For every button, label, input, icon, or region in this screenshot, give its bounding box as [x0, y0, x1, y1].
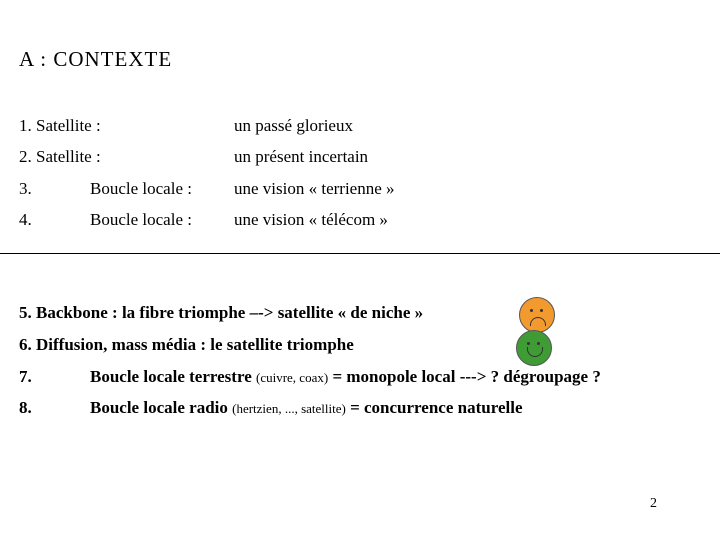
item-paren: (hertzien, ..., satellite)	[232, 401, 346, 416]
item-prefix: Boucle locale :	[90, 179, 192, 198]
page-number: 2	[650, 496, 657, 511]
item-number: 7.	[19, 367, 32, 386]
item-prefix: Satellite :	[36, 116, 101, 135]
item-main: Boucle locale terrestre	[90, 367, 252, 386]
list-item	[19, 116, 101, 136]
divider	[0, 253, 720, 254]
bold-item-6: 6. Diffusion, mass média : le satellite triomphe	[19, 335, 354, 354]
item-number: 4.	[19, 210, 32, 229]
list-item	[19, 147, 101, 167]
item-rest: = concurrence naturelle	[350, 398, 523, 417]
item-number: 2.	[19, 147, 32, 166]
item-main: Boucle locale radio	[90, 398, 228, 417]
item-prefix: Boucle locale :	[90, 210, 192, 229]
item-text: une vision « terrienne »	[234, 179, 395, 198]
item-number: 8.	[19, 398, 32, 417]
section-title: A : CONTEXTE	[19, 47, 173, 71]
item-number: 3.	[19, 179, 32, 198]
bold-item-8	[90, 398, 523, 418]
item-text: un présent incertain	[234, 147, 369, 166]
bold-item-5: 5. Backbone : la fibre triomphe –-> satellite « de niche »	[19, 303, 424, 322]
item-text: un passé glorieux	[234, 116, 353, 135]
bold-item-7	[90, 367, 601, 387]
item-number: 1.	[19, 116, 32, 135]
happy-face-icon	[516, 330, 552, 366]
sad-face-icon	[519, 297, 555, 333]
item-rest: = monopole local ---> ? dégroupage ?	[332, 367, 601, 386]
item-paren: (cuivre, coax)	[256, 370, 329, 385]
item-text: une vision « télécom »	[234, 210, 388, 229]
item-prefix: Satellite :	[36, 147, 101, 166]
